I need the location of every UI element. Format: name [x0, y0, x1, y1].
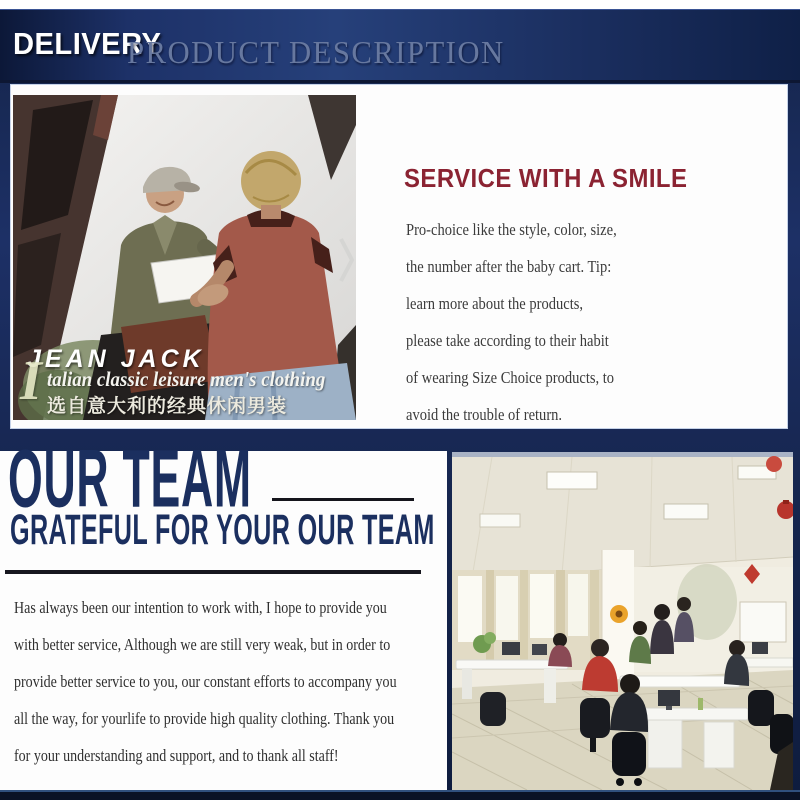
header-banner — [0, 9, 800, 83]
section-divider — [5, 570, 421, 574]
team-section-panel — [0, 433, 447, 790]
paragraph-line: provide better service to you, our constant efforts to accompany you — [14, 672, 397, 691]
paragraph-line: of wearing Size Choice products, to — [406, 368, 615, 387]
paragraph-line: the number after the baby cart. Tip: — [406, 257, 612, 276]
service-paragraph — [406, 211, 645, 433]
photo-caption-english: talian classic leisure men's clothing — [47, 367, 326, 391]
team-heading: OUR TEAM — [8, 433, 252, 525]
paragraph-line: Has always been our intention to work with, I hope to provide you — [14, 598, 387, 617]
paragraph-line: avoid the trouble of return. — [406, 405, 563, 424]
team-paragraph — [14, 589, 464, 774]
paragraph-line: learn more about the products, — [406, 294, 584, 313]
office-photo — [452, 452, 793, 790]
banner-subtitle: PRODUCT DESCRIPTION — [127, 34, 505, 70]
bottom-bar — [0, 790, 800, 800]
top-white-strip — [0, 0, 800, 9]
photo-brand-text: JEAN JACK — [27, 345, 205, 373]
paragraph-line: please take according to their habit — [406, 331, 609, 350]
photo-caption-chinese: 选自意大利的经典休闲男装 — [47, 396, 288, 417]
team-subheading: GRATEFUL FOR YOUR OUR TEAM — [10, 506, 435, 554]
banner-title: DELIVERY — [13, 26, 162, 61]
paragraph-line: all the way, for yourlife to provide high quality clothing. Thank you — [14, 709, 395, 728]
service-section-panel — [10, 84, 788, 429]
paragraph-line: Pro-choice like the style, color, size, — [406, 220, 617, 239]
heading-underline — [272, 498, 414, 501]
photo-caption-initial: I — [20, 350, 42, 412]
paragraph-line: for your understanding and support, and to thank all staff! — [14, 746, 339, 765]
chevron-right-icon[interactable] — [337, 235, 356, 285]
delivery-photo — [13, 95, 356, 420]
service-heading: SERVICE WITH A SMILE — [404, 163, 688, 193]
office-photo-illustration — [452, 452, 793, 790]
paragraph-line: with better service, Although we are still very weak, but in order to — [14, 635, 391, 654]
